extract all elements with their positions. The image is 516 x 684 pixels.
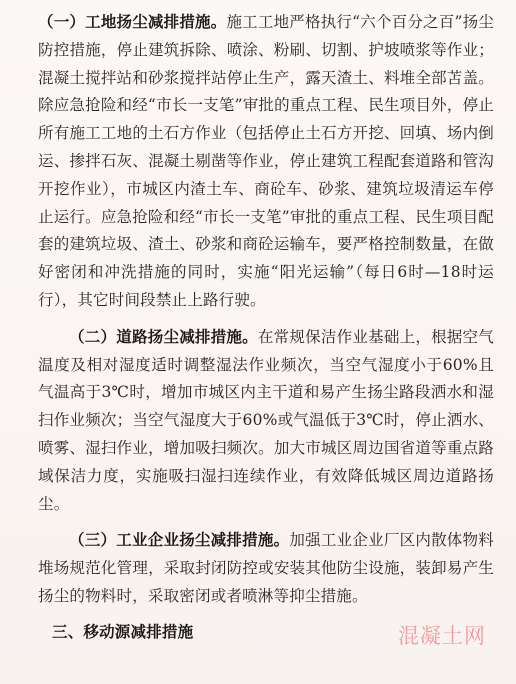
body-road-dust: 在常规保洁作业基础上，根据空气温度及相对湿度适时调整湿法作业频次，当空气湿度小于60%且气温高于3℃时，增加市城区内主干道和易产生扬尘路段洒水和湿扫作业频次；当空气湿度大于60%或气温低于3℃时，停止洒水、喷雾、湿扫作业，增加吸扫频次。加大市城区周边国省道等重点路域保洁力度，实施吸扫湿扫连续作业，有效降低城区周边道路扬尘。 — [38, 327, 494, 513]
body-construction-dust: 施工工地严格执行“六个百分之百”扬尘防控措施，停止建筑拆除、喷涂、粉刷、切割、护坡喷浆等作业；混凝土搅拌站和砂浆搅拌站停止生产，露天渣土、料堆全部苫盖。除应急抢险和经“市长一支笔”审批的重点工程、民生项目外，停止所有施工工地的土石方作业（包括停止土石方开挖、回填、场内倒运、掺拌石灰、混凝土剔凿等作业，停止建筑工程配套道路和管沟开挖作业），市城区内渣土车、商砼车、砂浆、建筑垃圾清运车停止运行。应急抢险和经“市长一支笔”审批的重点工程、民生项目配套的建筑垃圾、渣土、砂浆和商砼运输车，要严格控制数量，在做好密闭和冲洗措施的同时，实施“阳光运输”（每日6时—18时运行），其它时间段禁止上路行驶。 — [38, 13, 495, 309]
heading-industrial-dust: （三）工业企业扬尘减排措施。 — [69, 530, 290, 550]
paragraph-road-dust — [38, 323, 494, 519]
heading-road-dust: （二）道路扬尘减排措施。 — [69, 326, 258, 346]
section-heading-mobile-sources: 三、移动源减排措施 — [52, 622, 194, 641]
site-watermark: 混凝土网 — [398, 624, 486, 648]
heading-construction-dust: （一）工地扬尘减排措施。 — [38, 12, 227, 31]
document-body — [38, 8, 494, 647]
paragraph-construction-dust — [38, 8, 494, 315]
paragraph-industrial-dust — [38, 526, 494, 610]
body-industrial-dust: 加强工业企业厂区内散体物料堆场规范化管理，采取封闭防控或安装其他防尘设施，装卸易产生扬尘的物料时，采取密闭或者喷淋等抑尘措施。 — [38, 531, 494, 605]
